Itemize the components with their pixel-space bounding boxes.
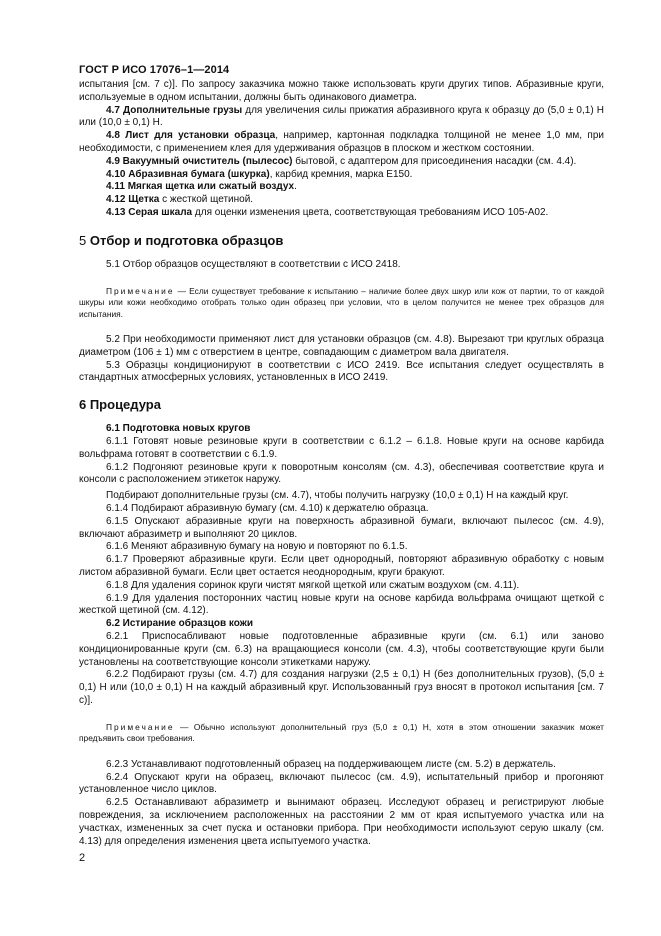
clause-6-2-2: 6.2.2 Подбирают грузы (см. 4.7) для создания нагрузки (2,5 ± 0,1) Н (без дополнительных грузов), (5,0 ± 0,1) Н или (10,0 ± 0,1) Н на каждый абразивный круг. Использованный груз вносят в протокол испытания [см. 7 с)]. [79, 669, 604, 706]
section-6-heading: 6 Процедура [79, 397, 161, 413]
clause-4-10 [79, 169, 604, 182]
note-text: — Обычно используют дополнительный груз (5,0 ± 0,1) Н, хотя в этом отношении заказчик может предъявить свои требования. [79, 721, 604, 744]
note-1 [79, 286, 604, 321]
clause-term: 4.11 Мягкая щетка или сжатый воздух [106, 181, 295, 193]
document-body [79, 79, 604, 848]
clause-text: с жесткой щетиной. [159, 194, 254, 206]
clause-4-12 [79, 194, 604, 207]
subsection-6-1-heading: 6.1 Подготовка новых кругов [106, 423, 251, 435]
section-number: 5 [79, 232, 90, 248]
clause-6-2-1: 6.2.1 Приспосабливают новые подготовленные абразивные круги (см. 6.1) или заново кондиционированные круги (см. 6.3) на вращающиеся консоли (см. 4.3), чтобы соответствующие круги были установлены на соответствующие консоли этикетками наружу. [79, 631, 604, 668]
clause-term: 4.9 Вакуумный очиститель (пылесос) [106, 155, 293, 167]
clause-6-1-2: 6.1.2 Подгоняют резиновые круги к поворотным консолям (см. 4.3), обеспечивая соответствие круга и консоли с расположением этикеток наружу. [79, 461, 604, 486]
document-header: ГОСТ Р ИСО 17076–1—2014 [79, 64, 230, 76]
clause-term: 4.13 Серая шкала [106, 206, 193, 218]
note-2 [79, 722, 604, 745]
clause-text: для оценки изменения цвета, соответствующая требованиям ИСО 105-А02. [192, 206, 549, 218]
clause-text: для увеличения силы прижатия абразивного круга к образцу до (5,0 ± 0,1) Н или (10,0 ± 0,1) Н. [79, 104, 605, 129]
clause-6-1-9: 6.1.9 Для удаления посторонних частиц новые круги на основе карбида вольфрама очищают щеткой с жесткой щетиной (см. 4.12). [79, 592, 604, 617]
clause-6-1-8: 6.1.8 Для удаления соринок круги чистят мягкой щеткой или сжатым воздухом (см. 4.11). [106, 579, 520, 591]
clause-6-1-7: 6.1.7 Проверяют абразивные круги. Если цвет однородный, повторяют абразивную обработку с новым листом абразивной бумаги. Если цвет остается неоднородным, круги бракуют. [79, 554, 604, 579]
clause-5-3: 5.3 Образцы кондиционируют в соответствии с ИСО 2419. Все испытания следует осуществлять в стандартных атмосферных условиях, установленных в ИСО 2419. [79, 359, 604, 384]
clause-6-2-4: 6.2.4 Опускают круги на образец, включают пылесос (см. 4.9), испытательный прибор и прогоняют установленное число циклов. [79, 771, 604, 796]
clause-term: 4.8 Лист для установки образца [106, 130, 276, 142]
clause-4-7 [79, 105, 604, 131]
clause-6-1-6: 6.1.6 Меняют абразивную бумагу на новую и повторяют по 6.1.5. [106, 541, 408, 553]
section-title: Отбор и подготовка образцов [89, 232, 284, 248]
clause-6-1-5: 6.1.5 Опускают абразивные круги на поверхность абразивной бумаги, включают пылесос (см. 4.9), включают абразиметр и выполняют 20 циклов. [79, 515, 604, 540]
clause-term: 4.12 Щетка [106, 194, 160, 206]
note-label: Примечание [106, 285, 175, 296]
note-text: — Если существует требование к испытанию – наличие более двух шкур или кож от партии, то от каждой шкуры или кожи необходимо отобрать только один образец при условии, что в целом получится не менее трех образцов для испытания. [79, 285, 604, 319]
clause-5-2: 5.2 При необходимости применяют лист для установки образцов (см. 4.8). Вырезают три круглых образца диаметром (106 ± 1) мм с отверстием в центре, совпадающим с диаметром вала двигателя. [79, 334, 604, 358]
page-number: 2 [79, 852, 86, 864]
paragraph-intro: испытания [см. 7 с)]. По запросу заказчика можно также использовать круги других типов. Абразивные круги, используемые в одном испытании, должны быть одинакового диаметра. [79, 79, 604, 103]
clause-5-1: 5.1 Отбор образцов осуществляют в соответствии с ИСО 2418. [106, 258, 401, 270]
subsection-6-2-heading: 6.2 Истирание образцов кожи [106, 618, 253, 630]
clause-4-11 [79, 181, 604, 194]
clause-term: 4.10 Абразивная бумага (шкурка) [106, 168, 270, 180]
clause-4-9 [79, 156, 604, 169]
clause-text: бытовой, с адаптером для присоединения насадки (см. 4.4). [292, 155, 577, 167]
clause-text: , например, картонная подкладка толщиной не менее 1,0 мм, при необходимости, с применением клея для удерживания образцов в плоском и жестком состоянии. [79, 130, 604, 154]
clause-6-1-1: 6.1.1 Готовят новые резиновые круги в соответствии с 6.1.2 – 6.1.8. Новые круги на основе карбида вольфрама готовят в соответствии с 6.1.9. [79, 436, 604, 460]
clause-text: . [294, 181, 297, 193]
clause-6-1-3: Подбирают дополнительные грузы (см. 4.7), чтобы получить нагрузку (10,0 ± 0,1) Н на каждый круг. [106, 490, 569, 502]
section-5-heading [79, 233, 604, 249]
clause-6-2-5: 6.2.5 Останавливают абразиметр и вынимают образец. Исследуют образец и регистрируют любые повреждения, за исключением расположенных на расстоянии 2 мм от края испытуемого участка или на участках, измененных за счет пуска и остановки прибора. При необходимости используют серую шкалу (см. 4.13) для определения изменения цвета испытуемого участка. [79, 797, 604, 847]
clause-6-1-4: 6.1.4 Подбирают абразивную бумагу (см. 4.10) к держателю образца. [106, 503, 429, 515]
clause-text: , карбид кремния, марка Е150. [269, 168, 413, 180]
clause-6-2-3: 6.2.3 Устанавливают подготовленный образец на поддерживающем листе (см. 5.2) в держатель. [106, 758, 556, 770]
clause-4-8 [79, 130, 604, 156]
note-label: Примечание [106, 721, 175, 732]
clause-4-13 [79, 207, 604, 220]
clause-term: 4.7 Дополнительные грузы [106, 104, 243, 116]
